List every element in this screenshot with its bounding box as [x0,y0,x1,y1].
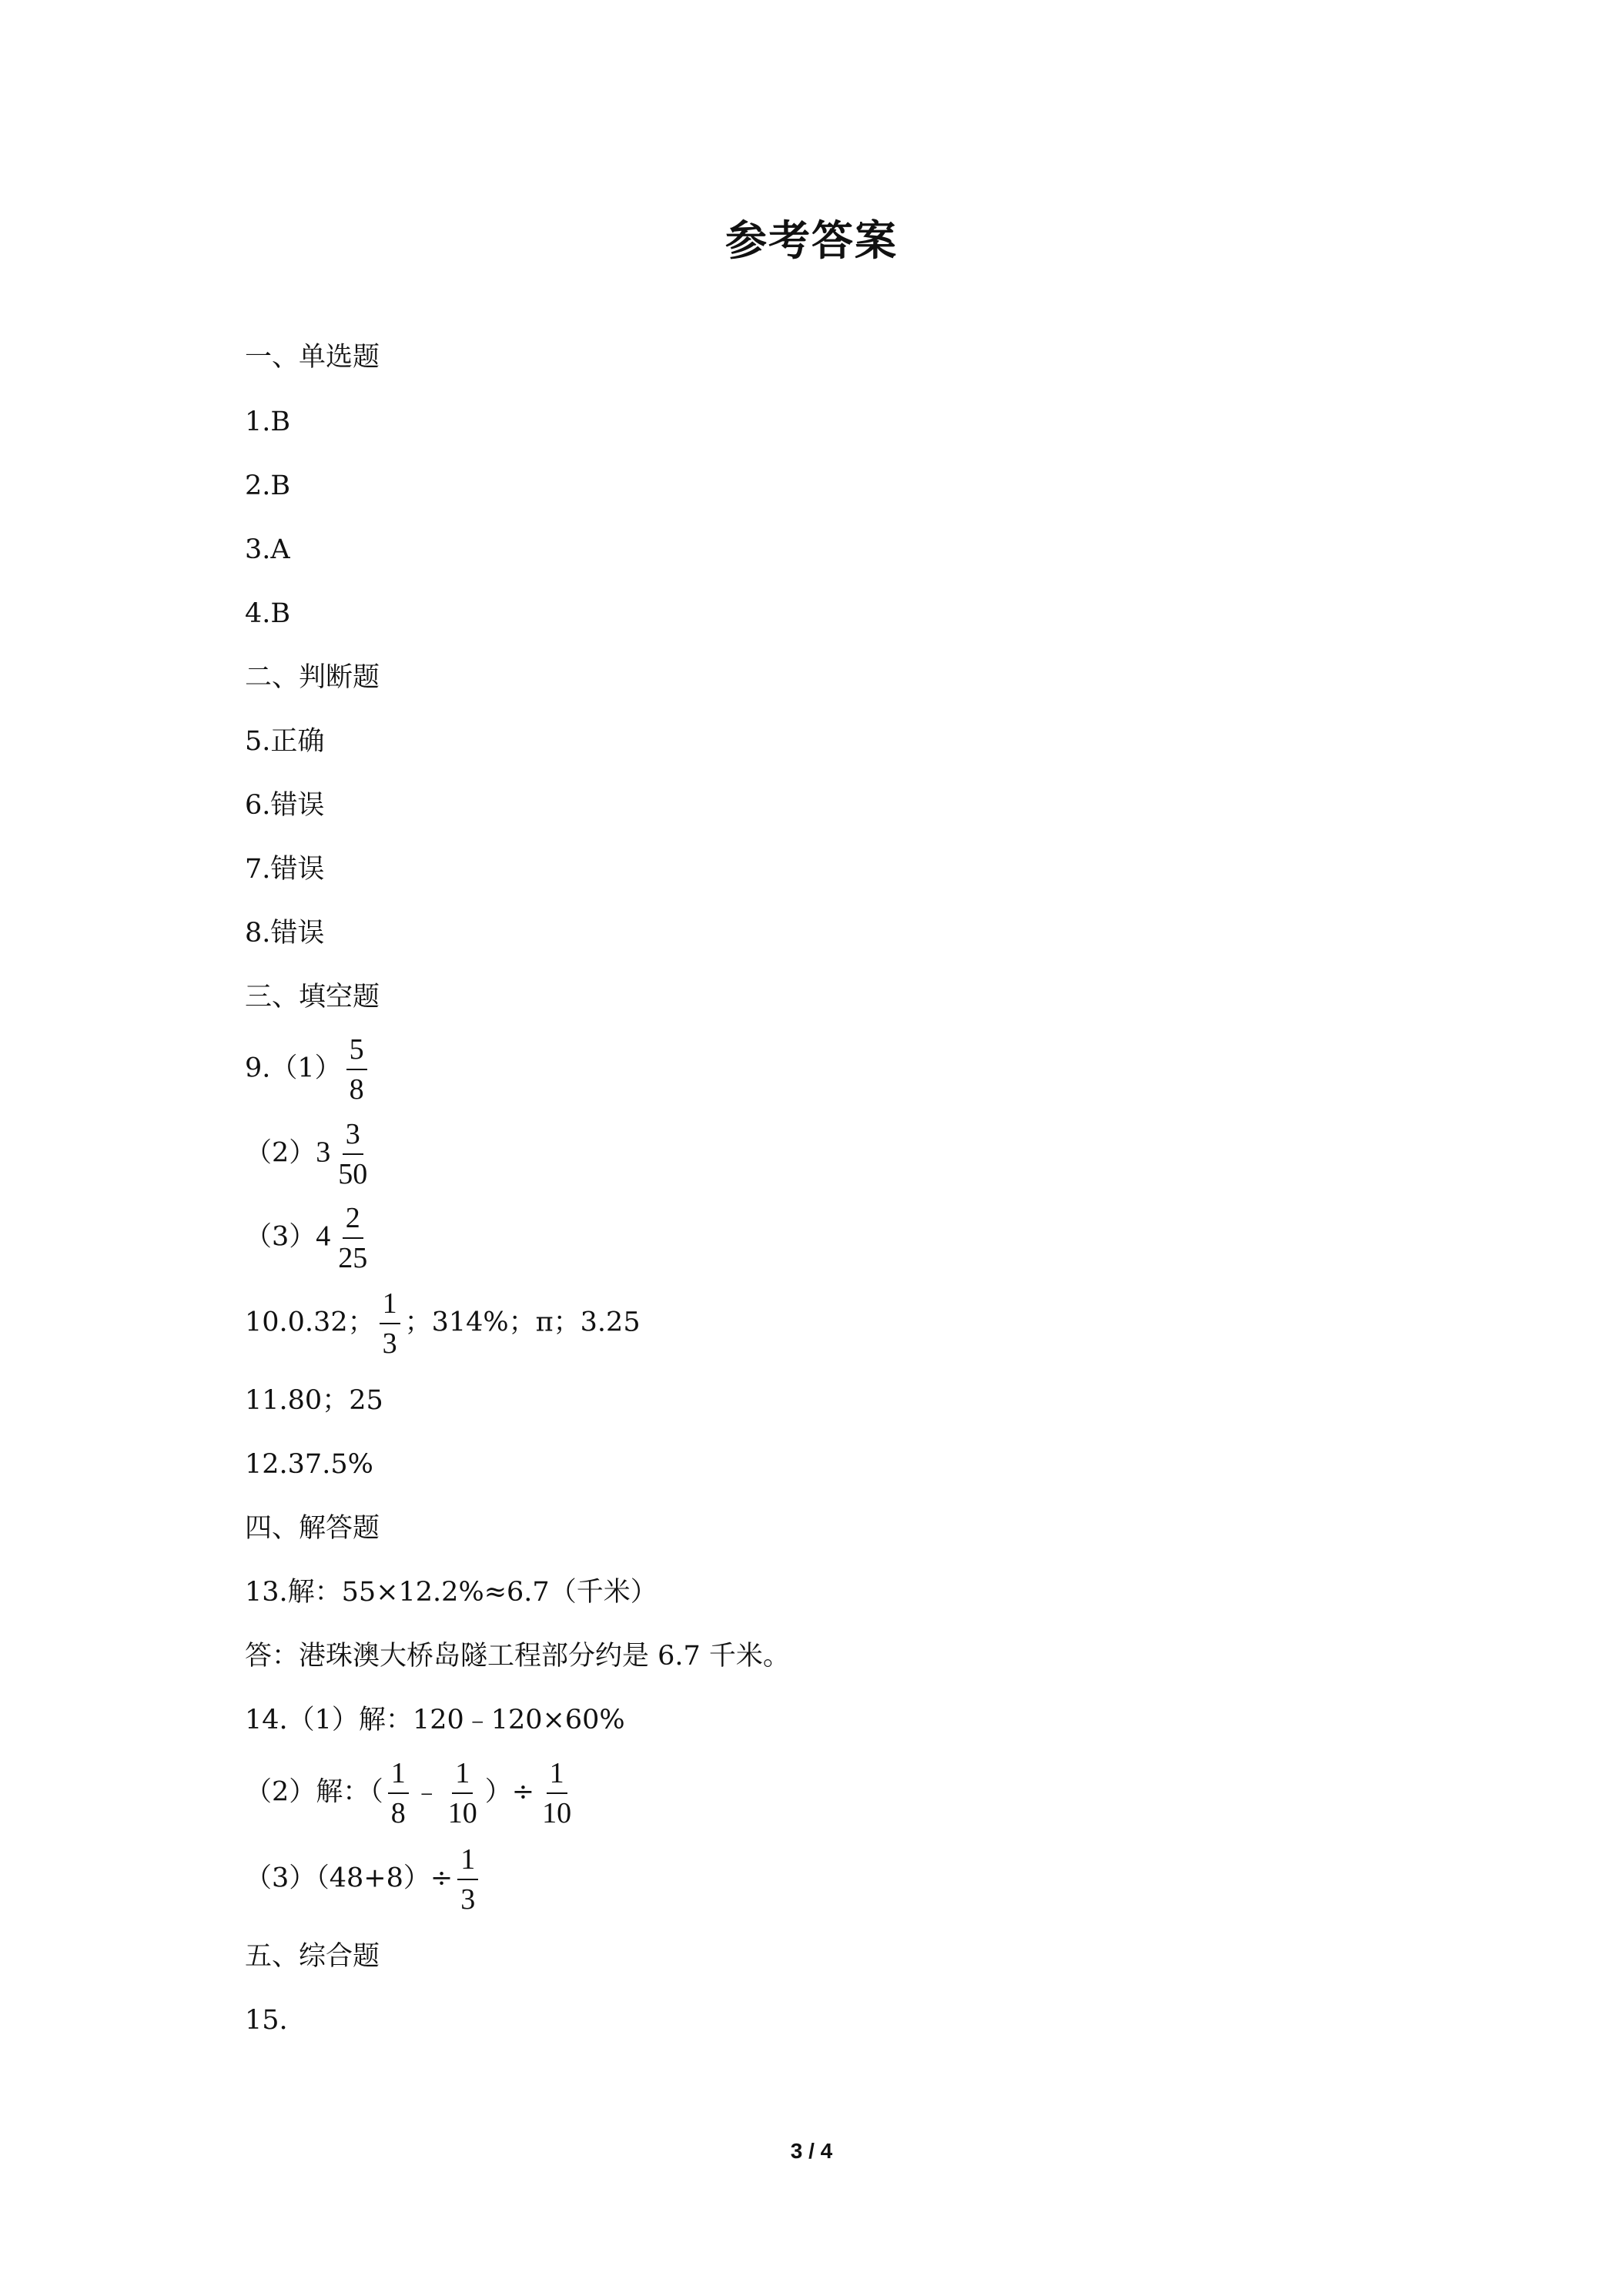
mixed-whole: 4 [316,1220,331,1253]
answer-line-9-2 [245,1116,375,1192]
answer-prefix: （3） [245,1221,316,1253]
fraction [457,1842,478,1917]
answer-line: 3.A [245,534,290,565]
fraction-denominator: 50 [338,1158,368,1190]
fraction-denominator: 10 [542,1797,572,1829]
answer-prefix: 10.0.32； [245,1307,375,1338]
answer-line: 15. [245,2005,288,2036]
fraction [346,1032,367,1107]
answer-prefix: 9.（1） [245,1053,342,1084]
mixed-whole: 3 [316,1136,331,1169]
fraction-numerator: 5 [346,1032,367,1070]
fraction-numerator: 1 [547,1755,567,1794]
fraction-numerator: 3 [343,1116,363,1155]
fraction-numerator: 2 [343,1200,363,1239]
fraction-denominator: 10 [447,1797,477,1829]
operator: ﹣ [413,1776,440,1808]
answer-line: 12.37.5% [245,1449,373,1480]
fraction [445,1755,480,1831]
answer-line: 2.B [245,470,291,501]
fraction-numerator: 1 [388,1755,409,1794]
section-heading: 五、综合题 [245,1941,380,1972]
fraction-denominator: 8 [349,1073,364,1106]
answer-prefix: （3）（48+8）÷ [245,1863,453,1894]
fraction [380,1286,400,1361]
answer-line: 6.错误 [245,790,325,821]
section-heading: 四、解答题 [245,1513,380,1544]
answer-line: 14.（1）解：120﹣120×60% [245,1705,625,1735]
section-heading: 二、判断题 [245,662,380,693]
answer-suffix: ；314%；π；3.25 [404,1307,641,1338]
answer-line: 5.正确 [245,726,325,757]
answer-line-10 [245,1286,641,1361]
fraction-numerator: 1 [457,1842,478,1880]
fraction-denominator: 8 [390,1797,406,1829]
fraction-denominator: 3 [382,1327,397,1360]
answer-line-14-3 [245,1842,483,1917]
section-heading: 三、填空题 [245,982,380,1012]
fraction [335,1200,370,1276]
answer-prefix: （2）解：（ [245,1776,383,1808]
answer-line: 7.错误 [245,854,325,885]
fraction [335,1116,370,1192]
fraction [539,1755,574,1831]
page-title: 参考答案 [725,216,898,265]
answer-line-14-2 [245,1755,579,1831]
answer-line: 8.错误 [245,918,325,949]
answer-line: 13.解：55×12.2%≈6.7（千米） [245,1577,658,1608]
answer-line: 答：港珠澳大桥岛隧工程部分约是 6.7 千米。 [245,1641,790,1672]
answer-line-9-1 [245,1032,372,1107]
fraction-numerator: 1 [452,1755,473,1794]
answer-line-9-3 [245,1200,375,1276]
answer-line: 1.B [245,407,291,437]
operator: ）÷ [484,1776,535,1808]
fraction-denominator: 25 [338,1242,368,1274]
fraction-numerator: 1 [380,1286,400,1324]
answer-prefix: （2） [245,1137,316,1169]
answer-line: 4.B [245,598,291,629]
answer-line: 11.80；25 [245,1385,383,1416]
fraction-denominator: 3 [460,1883,476,1916]
fraction [388,1755,409,1831]
section-heading: 一、单选题 [245,342,380,373]
page-number: 3 / 4 [790,2139,833,2163]
